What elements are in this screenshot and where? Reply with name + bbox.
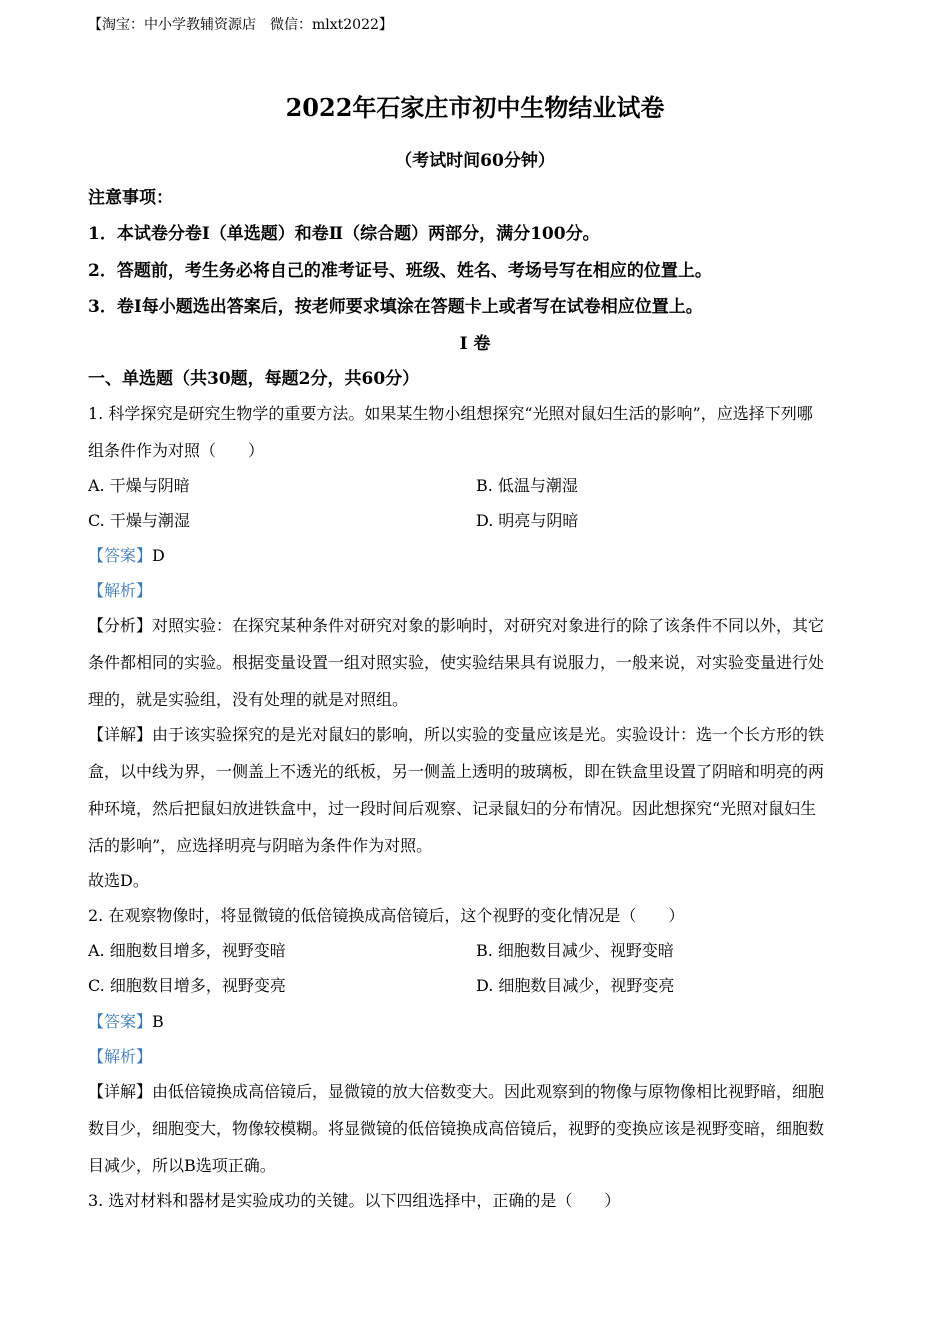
q2-detail: 【详解】由低倍镜换成高倍镜后，显微镜的放大倍数变大。因此观察到的物像与原物像相比视野暗，细胞 — [88, 1082, 825, 1101]
answer-tag: 【答案】 — [88, 546, 153, 565]
q1-detail: 盒，以中线为界，一侧盖上不透光的纸板，另一侧盖上透明的玻璃板，即在铁盒里设置了阴暗和明亮的两 — [88, 762, 825, 781]
q1-option-b: B. 低温与潮湿 — [476, 476, 578, 495]
exam-title: 2022年石家庄市初中生物结业试卷 — [285, 93, 665, 122]
answer-value: D — [152, 546, 165, 565]
q2-option-c: C. 细胞数目增多，视野变亮 — [88, 976, 286, 995]
shop-header: 【淘宝：中小学教辅资源店 微信：mlxt2022】 — [88, 17, 393, 33]
q1-stem: 1. 科学探究是研究生物学的重要方法。如果某生物小组想探究“光照对鼠妇生活的影响”，应选择下列哪 — [88, 404, 813, 423]
q2-answer — [88, 1009, 164, 1032]
q1-option-c: C. 干燥与潮湿 — [88, 511, 190, 530]
q1-option-a: A. 干燥与阴暗 — [88, 476, 190, 495]
q2-option-a: A. 细胞数目增多，视野变暗 — [88, 941, 286, 960]
q2-stem: 2. 在观察物像时，将显微镜的低倍镜换成高倍镜后，这个视野的变化情况是（ ） — [88, 906, 685, 925]
answer-tag: 【答案】 — [88, 1012, 153, 1031]
q1-analysis: 理的，就是实验组，没有处理的就是对照组。 — [88, 690, 409, 709]
section-heading: Ⅰ 卷 — [459, 334, 491, 354]
notice-item: 3．卷Ⅰ每小题选出答案后，按老师要求填涂在答题卡上或者写在试卷相应位置上。 — [88, 297, 703, 317]
q1-conclusion: 故选D。 — [88, 871, 149, 890]
notice-heading: 注意事项： — [88, 188, 173, 208]
q1-analysis: 【分析】对照实验：在探究某种条件对研究对象的影响时，对研究对象进行的除了该条件不同以外，其它 — [88, 616, 825, 635]
q1-answer — [88, 543, 165, 566]
q1-detail: 种环境，然后把鼠妇放进铁盒中，过一段时间后观察、记录鼠妇的分布情况。因此想探究“光照对鼠妇生 — [88, 799, 817, 818]
answer-value: B — [152, 1012, 164, 1031]
q2-detail: 数目少，细胞变大，物像较模糊。将显微镜的低倍镜换成高倍镜后，视野的变换应该是视野变暗，细胞数 — [88, 1119, 825, 1138]
q1-option-d: D. 明亮与阴暗 — [476, 511, 579, 530]
part-heading: 一、单选题（共30题，每题2分，共60分） — [88, 369, 420, 389]
q1-analysis: 条件都相同的实验。根据变量设置一组对照实验，使实验结果具有说服力，一般来说，对实验变量进行处 — [88, 653, 825, 672]
exam-duration: （考试时间60分钟） — [395, 151, 555, 171]
analysis-tag: 【解析】 — [88, 1047, 153, 1066]
notice-item: 2．答题前，考生务必将自己的准考证号、班级、姓名、考场号写在相应的位置上。 — [88, 261, 712, 281]
q2-option-b: B. 细胞数目减少、视野变暗 — [476, 941, 674, 960]
q1-detail: 【详解】由于该实验探究的是光对鼠妇的影响，所以实验的变量应该是光。实验设计：选一个长方形的铁 — [88, 725, 825, 744]
analysis-tag: 【解析】 — [88, 581, 153, 600]
notice-item: 1．本试卷分卷Ⅰ（单选题）和卷Ⅱ（综合题）两部分，满分100分。 — [88, 224, 600, 244]
q2-option-d: D. 细胞数目减少，视野变亮 — [476, 976, 675, 995]
q1-stem: 组条件作为对照（ ） — [88, 441, 265, 460]
q2-detail: 目减少，所以B选项正确。 — [88, 1156, 276, 1175]
q1-detail: 活的影响”，应选择明亮与阴暗为条件作为对照。 — [88, 836, 433, 855]
q3-stem: 3. 选对材料和器材是实验成功的关键。以下四组选择中，正确的是（ ） — [88, 1191, 621, 1210]
